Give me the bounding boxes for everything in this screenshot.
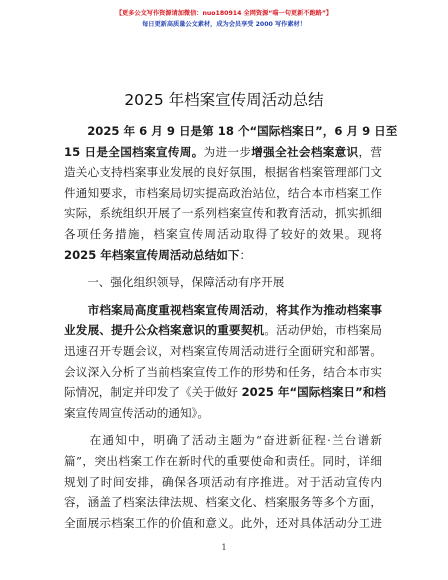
text-run: ，营 [358,144,382,159]
text-run: 2025 年 6 月 9 日是第 18 个“国际档案日”，6 月 9 日至 [64,124,398,138]
text-run: 一、强化组织领导，保障活动有序开展 [64,275,285,290]
text-line [64,403,382,424]
text-run: 15 日是全国档案宣传周。 [64,144,204,159]
text-run: 案宣传周宣传活动的通知》。 [64,405,209,420]
promo-banner-blue: 每日更新高质量公文素材，成为会员享受 2000 写作素材！ [142,21,306,28]
text-line [64,183,382,204]
paragraph-intro [64,121,398,265]
text-run: 容，涵盖了档案法律法规、档案文化、档案服务等多个方面， [64,495,382,510]
text-run: 在通知中，明确了活动主题为“奋进新征程·兰台谱新 [64,433,382,448]
promo-banner-red: 【更多公文写作资源请加微信：nuo180914 全网资源“喵一句更新不跑路”】 [115,10,333,17]
text-line [64,300,382,321]
text-run: 2025 年档案宣传周活动总结如下 [64,247,240,262]
text-line [64,341,382,362]
text-line [64,430,382,451]
section-heading-1 [64,272,382,293]
text-line [64,382,386,403]
text-run: 业发展、提升公众档案意识的重要契机 [64,323,265,338]
text-run: 增强全社会档案意识 [251,144,359,159]
text-line [64,203,382,224]
text-run: ， [264,302,277,317]
text-line [64,451,382,472]
text-line [64,472,382,493]
text-run: 会议深入分析了当前档案宣传工作的形势和任务，结合本市实 [64,364,382,379]
text-run: 造关心支持档案事业发展的良好氛围，根据省档案管理部门文 [64,165,382,180]
text-run: 件通知要求，市档案局切实提高政治站位，结合本市档案工作 [64,185,382,200]
text-run: 篇”，突出档案工作在新时代的重要使命和责任。同时，详细 [64,453,382,468]
document-title: 2025 年档案宣传周活动总结 [124,91,324,109]
document-body [64,121,398,533]
text-line [64,121,398,142]
text-run: 迅速召开专题会议，对档案宣传周活动进行全面研究和部署。 [64,343,382,358]
text-line [64,162,382,183]
text-run: 实际，系统组织开展了一系列档案宣传和教育活动，抓实抓细 [64,206,382,221]
text-run: 各项任务措施，档案宣传周活动取得了较好的效果。现将 [64,226,382,241]
text-run: 。活动伊始，市档案局 [264,323,382,338]
paragraph-notice [64,430,382,533]
text-line [64,142,382,163]
text-line [64,320,382,341]
text-line [64,272,382,293]
text-line [64,362,382,383]
page-number: 1 [221,543,227,552]
text-run: 全面展示档案工作的价值和意义。此外，还对具体活动分工进 [64,515,382,530]
text-run: 规划了时间安排，确保各项活动有序推进。对于活动宣传内 [64,474,382,489]
text-run: 2025 年“国际档案日”和档 [241,385,386,400]
text-run: 将其作为推动档案事 [276,302,382,317]
paragraph-organization [64,300,386,424]
text-line [64,245,382,266]
text-run: 市档案局高度重视档案宣传周活动 [64,302,265,317]
text-line [64,224,382,245]
text-run: 际情况，制定并印发了《关于做好 [64,385,242,400]
text-line [64,513,382,534]
text-run: 为进一步 [203,144,252,159]
text-line [64,492,382,513]
text-run: ： [239,247,252,262]
